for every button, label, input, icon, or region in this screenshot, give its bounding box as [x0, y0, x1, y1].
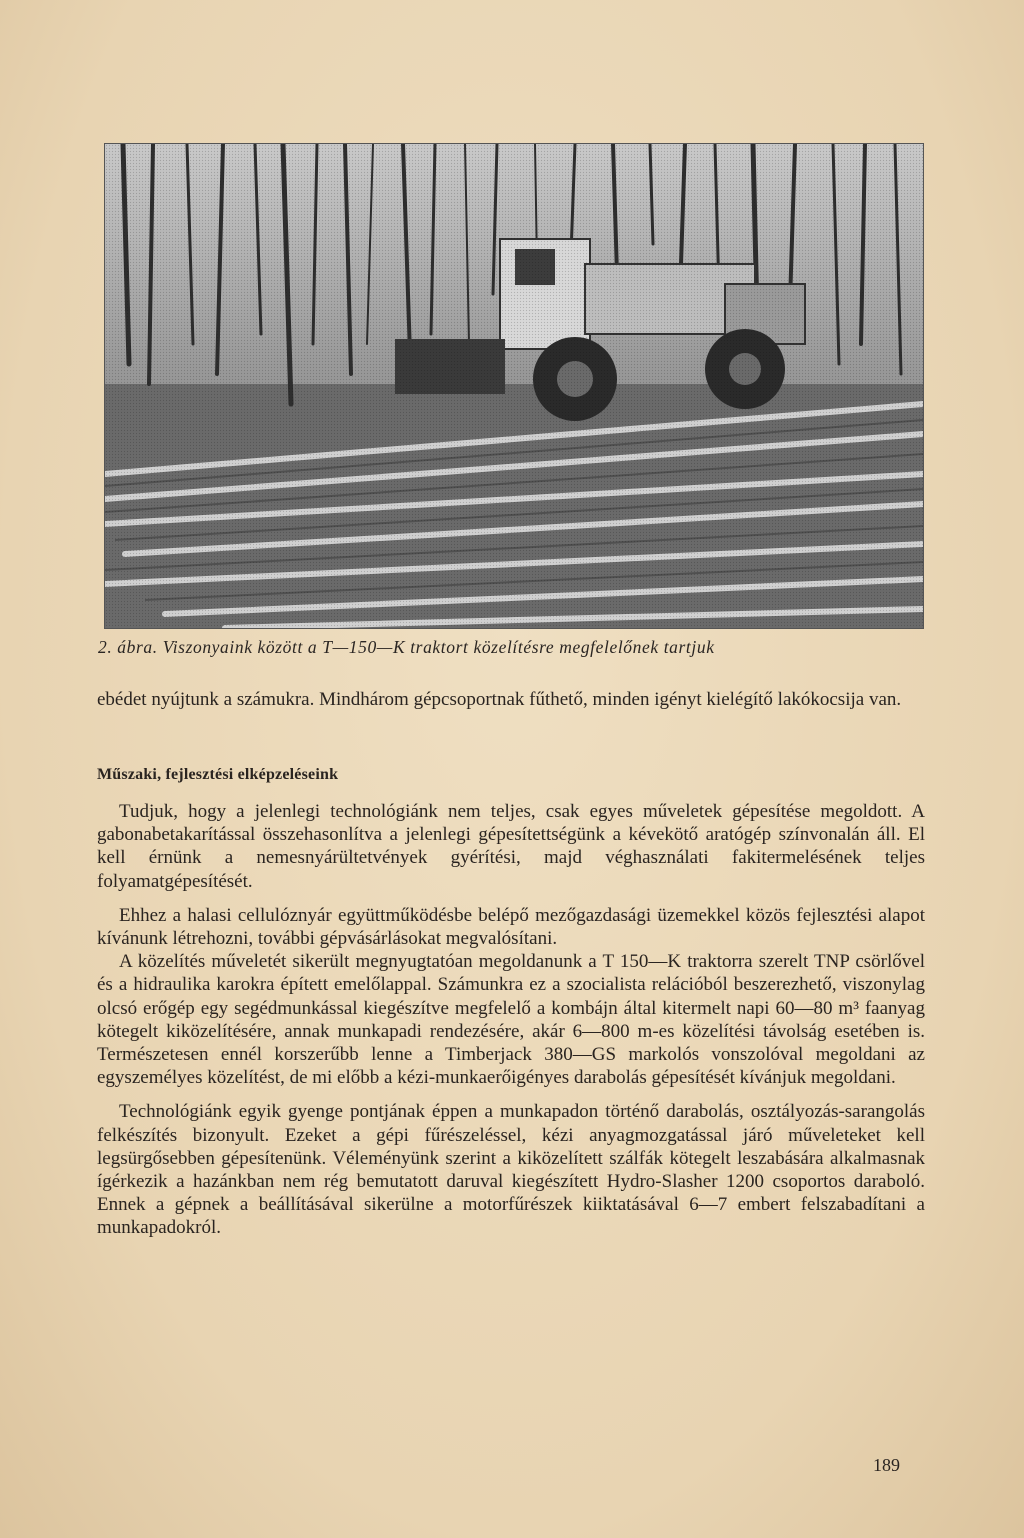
- section-heading: Műszaki, fejlesztési elképzeléseink: [97, 766, 339, 783]
- paragraph-1: Tudjuk, hogy a jelenlegi technológiánk nem teljes, csak egyes műveletek gépesítése megoldott. A gabonabetakarítással összehasonlítva a jelenlegi gépesítettségünk a kévekötő aratógép színvonalán áll. El kell érnünk a nemesnyárültetvények gyérítési, majd véghasználati fakitermelésének teljes folyamatgépesítését.: [97, 801, 925, 892]
- paragraph-2: Ehhez a halasi cellulóznyár együttműködésbe belépő mezőgazdasági üzemekkel közös fejlesztési alapot kívánunk létrehozni, további gépvásárlásokat megvalósítani.: [97, 904, 925, 950]
- intro-text: ebédet nyújtunk a számukra. Mindhárom gépcsoportnak fűthető, minden igényt kielégítő lakókocsija van.: [97, 689, 902, 710]
- section-body: [97, 800, 925, 1240]
- intro-paragraph: [97, 688, 925, 711]
- tractor-photo-illustration: [105, 144, 923, 628]
- figure-photo-tractor-forest: [104, 143, 924, 629]
- paragraph-4: Technológiánk egyik gyenge pontjának éppen a munkapadon történő darabolás, osztályozás-sarangolás felkészítés bizonyult. Ezeket a gépi fűrészeléssel, kézi anyagmozgatással járó műveleteket kell legsürgősebben gépesítenünk. Véleményünk szerint a kiközelített szálfák kötegelt leszabására alkalmasnak ígérkezik a hazánkban nem rég bemutatott daruval kiegészített Hydro-Slasher 1200 csoportos daraboló. Ennek a gépnek a beállításával sikerülne a motorfűrészek kiiktatásával 6—7 embert felszabadítani a munkapadokról.: [97, 1101, 925, 1239]
- page-number: 189: [873, 1455, 900, 1475]
- paragraph-3: A közelítés műveletét sikerült megnyugtatóan megoldanunk a T 150—K traktorra szerelt TNP csörlővel és a hidraulika karokra épített emelőlappal. Számunkra ez a szocialista relációból beszerezhető, viszonylag olcsó erőgép egy segédmunkással kiegészítve megfelelő a kombájn által kitermelt napi 60—80 m³ faanyag kötegelt kiközelítésére, annak munkapadi rendezésére, akár 6—800 m-es közelítési távolság esetében is. Természetesen ennél korszerűbb lenne a Timberjack 380—GS markolós vonszolóval megoldani az egyszemélyes közelítést, de mi előbb a kézi-munkaerőigényes darabolás gépesítését kívánjuk megoldani.: [97, 951, 925, 1089]
- figure-caption: 2. ábra. Viszonyaink között a T—150—K traktort közelítésre megfelelőnek tartjuk: [98, 637, 715, 657]
